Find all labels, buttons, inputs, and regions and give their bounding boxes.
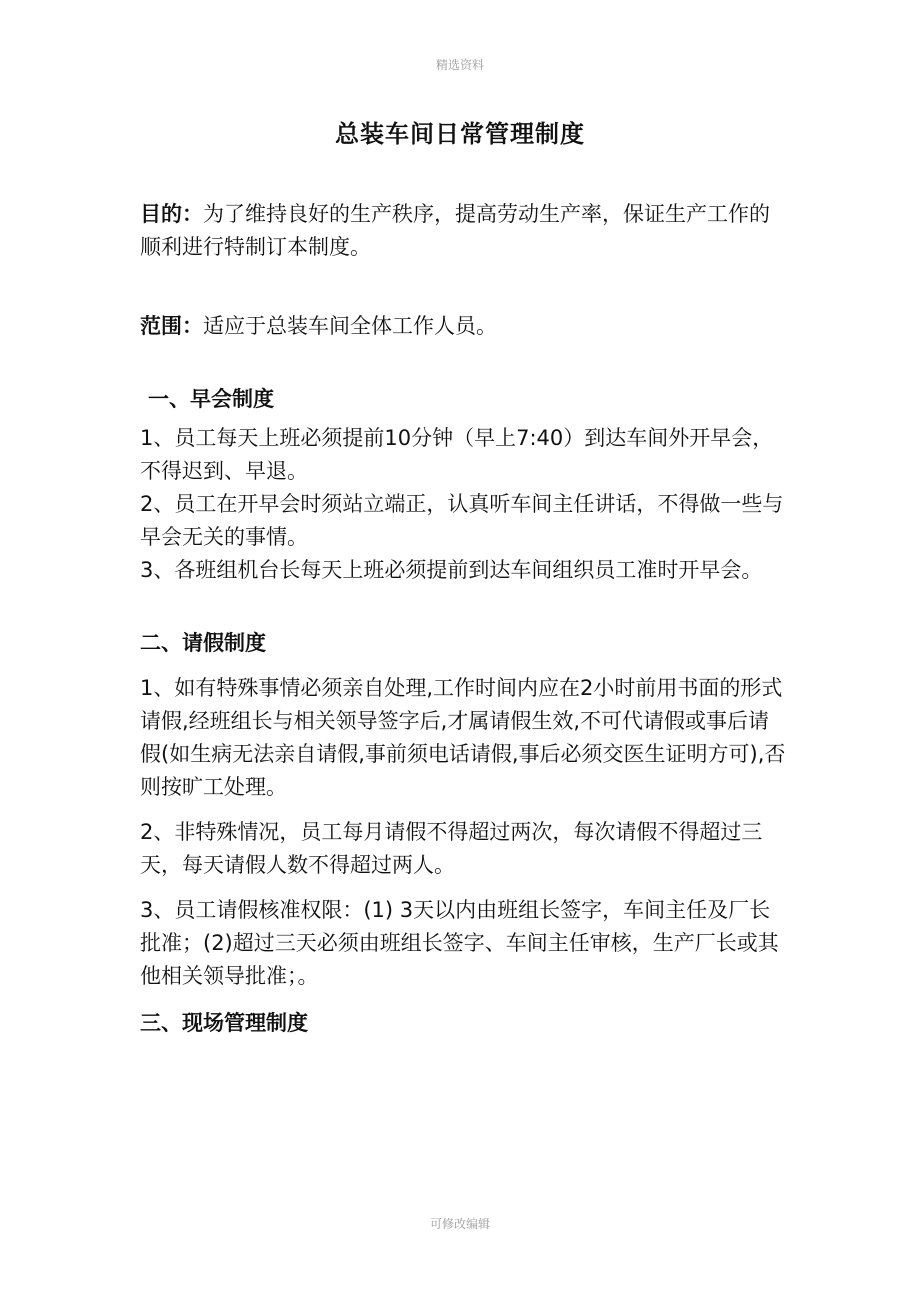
scope-label: 范围：: [140, 314, 203, 338]
purpose-paragraph: [140, 198, 788, 264]
section-heading: 一、早会制度: [148, 387, 274, 411]
section-heading: 二、请假制度: [140, 631, 266, 655]
purpose-text: 为了维持良好的生产秩序，提高劳动生产率，保证生产工作的顺利进行特制订本制度。: [140, 202, 770, 259]
list-item: 1、员工每天上班必须提前10分钟（早上7:40）到达车间外开早会，不得迟到、早退。: [140, 426, 774, 483]
section-leave: [140, 672, 788, 993]
footer-watermark: 可修改编辑: [429, 1217, 490, 1231]
list-item: 3、各班组机台长每天上班必须提前到达车间组织员工准时开早会。: [140, 558, 763, 582]
list-item: 3、员工请假核准权限：(1) 3天以内由班组长签字，车间主任及厂长批准；(2)超过三天必须由班组长签字、车间主任审核，生产厂长或其他相关领导批准；。: [140, 898, 779, 988]
scope-paragraph: [140, 310, 788, 343]
list-item: 2、非特殊情况，员工每月请假不得超过两次，每次请假不得超过三天，每天请假人数不得超过两人。: [140, 820, 763, 877]
purpose-label: 目的：: [140, 202, 203, 226]
document-title: 总装车间日常管理制度: [335, 120, 585, 148]
section-morning-meeting: [140, 422, 788, 587]
header-watermark: 精选资料: [435, 58, 484, 72]
list-item: 1、如有特殊事情必须亲自处理,工作时间内应在2小时前用书面的形式请假,经班组长与相关领导签字后,才属请假生效,不可代请假或事后请假(如生病无法亲自请假,事前须电话请假,事后必须交医生证明方可),否则按旷工处理。: [140, 676, 786, 799]
document-body: [140, 198, 788, 1040]
scope-text: 适应于总装车间全体工作人员。: [203, 314, 497, 338]
section-heading: 三、现场管理制度: [140, 1011, 308, 1035]
list-item: 2、员工在开早会时须站立端正，认真听车间主任讲话，不得做一些与早会无关的事情。: [140, 492, 784, 549]
